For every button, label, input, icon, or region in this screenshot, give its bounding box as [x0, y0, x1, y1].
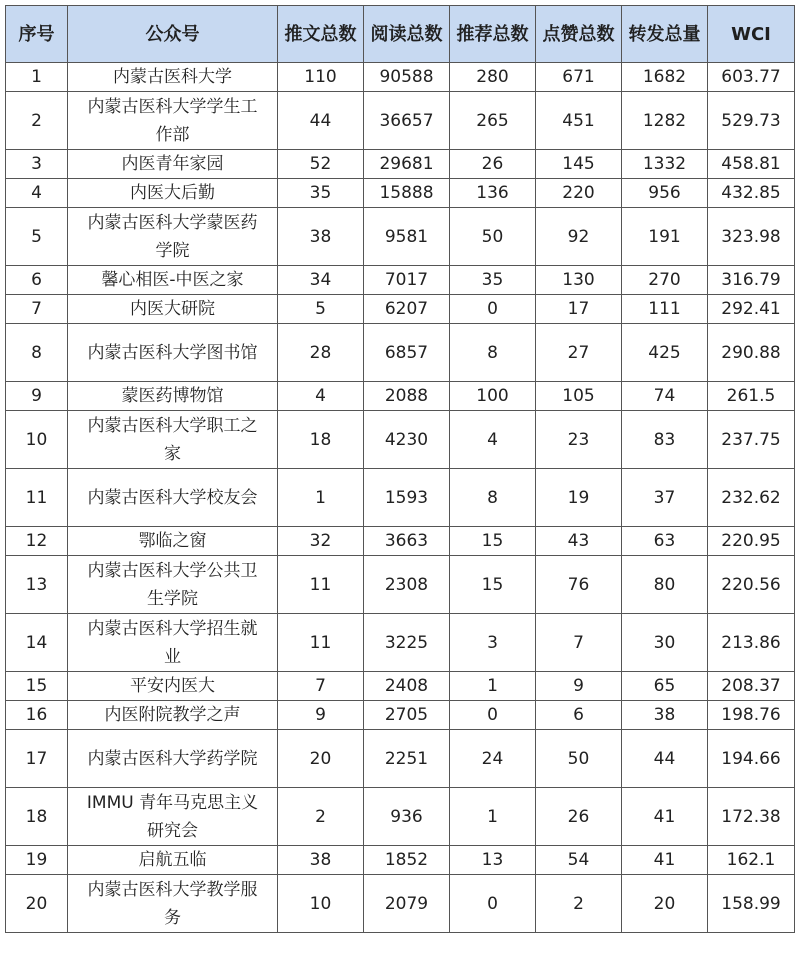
cell-posts: 2	[278, 788, 364, 846]
cell-wci: 261.5	[708, 382, 795, 411]
cell-likes: 2	[536, 875, 622, 933]
cell-wci: 232.62	[708, 469, 795, 527]
cell-wci: 194.66	[708, 730, 795, 788]
cell-rank: 3	[6, 150, 68, 179]
cell-wci: 237.75	[708, 411, 795, 469]
cell-posts: 38	[278, 846, 364, 875]
cell-account: 内医青年家园	[68, 150, 278, 179]
cell-posts: 28	[278, 324, 364, 382]
cell-reads: 2408	[364, 672, 450, 701]
cell-rank: 9	[6, 382, 68, 411]
cell-recommends: 13	[450, 846, 536, 875]
cell-account: 内医大后勤	[68, 179, 278, 208]
cell-likes: 105	[536, 382, 622, 411]
cell-account: 启航五临	[68, 846, 278, 875]
cell-shares: 83	[622, 411, 708, 469]
cell-recommends: 8	[450, 324, 536, 382]
table-row	[6, 730, 795, 788]
cell-recommends: 15	[450, 527, 536, 556]
cell-account: 内蒙古医科大学	[68, 63, 278, 92]
cell-recommends: 24	[450, 730, 536, 788]
cell-reads: 7017	[364, 266, 450, 295]
cell-shares: 30	[622, 614, 708, 672]
cell-rank: 12	[6, 527, 68, 556]
cell-likes: 451	[536, 92, 622, 150]
table-row	[6, 382, 795, 411]
cell-posts: 52	[278, 150, 364, 179]
cell-reads: 2079	[364, 875, 450, 933]
cell-recommends: 26	[450, 150, 536, 179]
cell-rank: 6	[6, 266, 68, 295]
cell-rank: 5	[6, 208, 68, 266]
cell-rank: 8	[6, 324, 68, 382]
cell-posts: 11	[278, 614, 364, 672]
cell-wci: 529.73	[708, 92, 795, 150]
cell-wci: 290.88	[708, 324, 795, 382]
cell-recommends: 0	[450, 701, 536, 730]
cell-shares: 425	[622, 324, 708, 382]
cell-recommends: 280	[450, 63, 536, 92]
cell-reads: 2705	[364, 701, 450, 730]
cell-shares: 74	[622, 382, 708, 411]
table-row	[6, 324, 795, 382]
cell-account: 内蒙古医科大学教学服务	[68, 875, 278, 933]
cell-reads: 2251	[364, 730, 450, 788]
cell-recommends: 265	[450, 92, 536, 150]
header-reads: 阅读总数	[364, 6, 450, 63]
cell-rank: 16	[6, 701, 68, 730]
table-row	[6, 469, 795, 527]
cell-recommends: 35	[450, 266, 536, 295]
cell-rank: 14	[6, 614, 68, 672]
cell-likes: 6	[536, 701, 622, 730]
cell-rank: 11	[6, 469, 68, 527]
cell-wci: 603.77	[708, 63, 795, 92]
cell-account: 内蒙古医科大学公共卫生学院	[68, 556, 278, 614]
cell-account: 内蒙古医科大学蒙医药学院	[68, 208, 278, 266]
cell-reads: 2088	[364, 382, 450, 411]
cell-reads: 6857	[364, 324, 450, 382]
table-row	[6, 63, 795, 92]
cell-account: 内蒙古医科大学学生工作部	[68, 92, 278, 150]
cell-reads: 4230	[364, 411, 450, 469]
cell-reads: 36657	[364, 92, 450, 150]
cell-rank: 17	[6, 730, 68, 788]
cell-rank: 19	[6, 846, 68, 875]
cell-reads: 936	[364, 788, 450, 846]
table-row	[6, 846, 795, 875]
cell-reads: 1852	[364, 846, 450, 875]
cell-likes: 92	[536, 208, 622, 266]
cell-shares: 80	[622, 556, 708, 614]
table-row	[6, 150, 795, 179]
cell-shares: 111	[622, 295, 708, 324]
cell-posts: 9	[278, 701, 364, 730]
cell-wci: 172.38	[708, 788, 795, 846]
cell-account: 内蒙古医科大学图书馆	[68, 324, 278, 382]
cell-shares: 41	[622, 846, 708, 875]
cell-rank: 4	[6, 179, 68, 208]
cell-posts: 35	[278, 179, 364, 208]
cell-shares: 270	[622, 266, 708, 295]
cell-account: 内蒙古医科大学职工之家	[68, 411, 278, 469]
cell-posts: 7	[278, 672, 364, 701]
cell-wci: 208.37	[708, 672, 795, 701]
table-row	[6, 266, 795, 295]
table-row	[6, 179, 795, 208]
cell-rank: 7	[6, 295, 68, 324]
cell-recommends: 50	[450, 208, 536, 266]
cell-wci: 458.81	[708, 150, 795, 179]
table-row	[6, 208, 795, 266]
cell-likes: 130	[536, 266, 622, 295]
cell-recommends: 0	[450, 295, 536, 324]
cell-posts: 44	[278, 92, 364, 150]
cell-posts: 1	[278, 469, 364, 527]
wechat-account-ranking-table	[5, 5, 795, 933]
cell-likes: 145	[536, 150, 622, 179]
cell-rank: 2	[6, 92, 68, 150]
cell-likes: 17	[536, 295, 622, 324]
cell-shares: 1682	[622, 63, 708, 92]
cell-shares: 65	[622, 672, 708, 701]
cell-recommends: 15	[450, 556, 536, 614]
cell-recommends: 1	[450, 672, 536, 701]
cell-reads: 15888	[364, 179, 450, 208]
cell-wci: 220.95	[708, 527, 795, 556]
cell-shares: 191	[622, 208, 708, 266]
table-row	[6, 556, 795, 614]
cell-rank: 13	[6, 556, 68, 614]
table-row	[6, 672, 795, 701]
cell-shares: 20	[622, 875, 708, 933]
cell-posts: 18	[278, 411, 364, 469]
table-header	[6, 6, 795, 63]
cell-posts: 5	[278, 295, 364, 324]
cell-shares: 38	[622, 701, 708, 730]
cell-rank: 18	[6, 788, 68, 846]
header-row	[6, 6, 795, 63]
cell-posts: 11	[278, 556, 364, 614]
cell-account: 内蒙古医科大学招生就业	[68, 614, 278, 672]
header-shares: 转发总量	[622, 6, 708, 63]
cell-likes: 671	[536, 63, 622, 92]
table-row	[6, 295, 795, 324]
header-likes: 点赞总数	[536, 6, 622, 63]
table-row	[6, 411, 795, 469]
cell-reads: 3663	[364, 527, 450, 556]
cell-rank: 10	[6, 411, 68, 469]
cell-account: 内医大研院	[68, 295, 278, 324]
cell-reads: 3225	[364, 614, 450, 672]
cell-posts: 10	[278, 875, 364, 933]
cell-likes: 27	[536, 324, 622, 382]
cell-likes: 19	[536, 469, 622, 527]
cell-posts: 110	[278, 63, 364, 92]
cell-likes: 9	[536, 672, 622, 701]
cell-reads: 90588	[364, 63, 450, 92]
table-row	[6, 92, 795, 150]
cell-shares: 1282	[622, 92, 708, 150]
header-wci: WCI	[708, 6, 795, 63]
cell-account: 馨心相医-中医之家	[68, 266, 278, 295]
cell-reads: 1593	[364, 469, 450, 527]
cell-wci: 213.86	[708, 614, 795, 672]
cell-wci: 292.41	[708, 295, 795, 324]
cell-recommends: 4	[450, 411, 536, 469]
cell-likes: 7	[536, 614, 622, 672]
cell-rank: 20	[6, 875, 68, 933]
cell-likes: 76	[536, 556, 622, 614]
table-row	[6, 701, 795, 730]
cell-account: 内蒙古医科大学药学院	[68, 730, 278, 788]
cell-shares: 44	[622, 730, 708, 788]
cell-wci: 158.99	[708, 875, 795, 933]
cell-likes: 43	[536, 527, 622, 556]
cell-recommends: 3	[450, 614, 536, 672]
header-recommends: 推荐总数	[450, 6, 536, 63]
cell-recommends: 0	[450, 875, 536, 933]
table-row	[6, 614, 795, 672]
cell-account: 平安内医大	[68, 672, 278, 701]
table-row	[6, 875, 795, 933]
cell-recommends: 8	[450, 469, 536, 527]
cell-reads: 29681	[364, 150, 450, 179]
cell-likes: 23	[536, 411, 622, 469]
cell-recommends: 136	[450, 179, 536, 208]
cell-shares: 956	[622, 179, 708, 208]
cell-posts: 32	[278, 527, 364, 556]
header-posts: 推文总数	[278, 6, 364, 63]
header-account: 公众号	[68, 6, 278, 63]
cell-wci: 432.85	[708, 179, 795, 208]
cell-posts: 38	[278, 208, 364, 266]
cell-likes: 220	[536, 179, 622, 208]
cell-shares: 41	[622, 788, 708, 846]
cell-rank: 15	[6, 672, 68, 701]
cell-account: 内医附院教学之声	[68, 701, 278, 730]
cell-likes: 54	[536, 846, 622, 875]
table-row	[6, 527, 795, 556]
cell-reads: 6207	[364, 295, 450, 324]
cell-posts: 34	[278, 266, 364, 295]
cell-recommends: 1	[450, 788, 536, 846]
cell-account: 蒙医药博物馆	[68, 382, 278, 411]
cell-shares: 63	[622, 527, 708, 556]
cell-account: 内蒙古医科大学校友会	[68, 469, 278, 527]
cell-wci: 316.79	[708, 266, 795, 295]
cell-wci: 162.1	[708, 846, 795, 875]
cell-wci: 323.98	[708, 208, 795, 266]
cell-recommends: 100	[450, 382, 536, 411]
header-rank: 序号	[6, 6, 68, 63]
cell-wci: 198.76	[708, 701, 795, 730]
cell-reads: 9581	[364, 208, 450, 266]
cell-account: IMMU 青年马克思主义研究会	[68, 788, 278, 846]
ranking-table-container	[5, 5, 795, 933]
cell-account: 鄂临之窗	[68, 527, 278, 556]
table-body	[6, 63, 795, 933]
cell-likes: 50	[536, 730, 622, 788]
cell-shares: 1332	[622, 150, 708, 179]
cell-rank: 1	[6, 63, 68, 92]
cell-likes: 26	[536, 788, 622, 846]
cell-posts: 4	[278, 382, 364, 411]
cell-posts: 20	[278, 730, 364, 788]
cell-wci: 220.56	[708, 556, 795, 614]
cell-shares: 37	[622, 469, 708, 527]
table-row	[6, 788, 795, 846]
cell-reads: 2308	[364, 556, 450, 614]
